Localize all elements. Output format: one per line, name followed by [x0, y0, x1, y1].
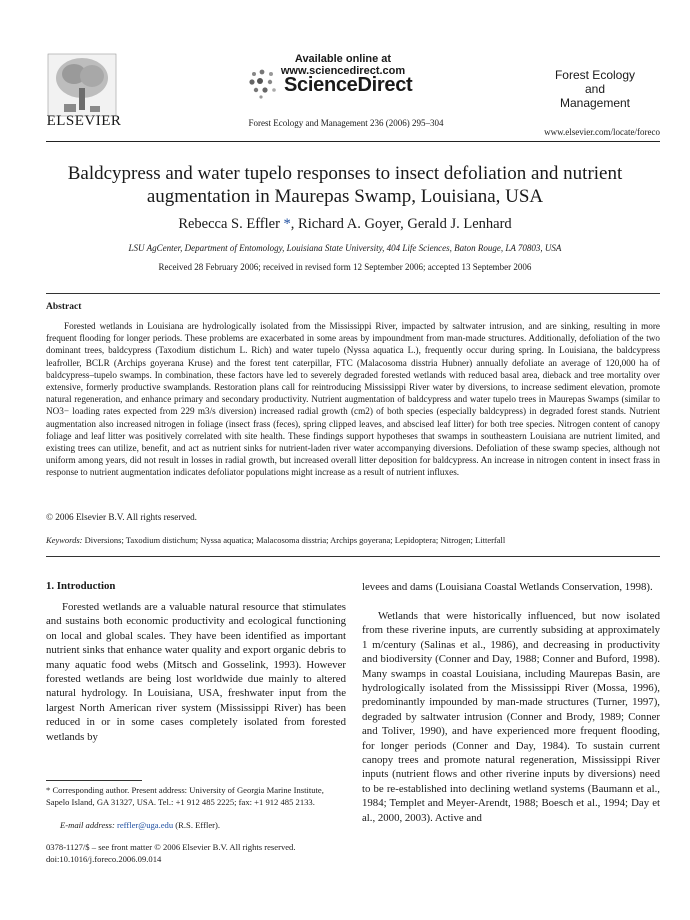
front-matter [46, 842, 346, 865]
abstract-heading: Abstract [46, 302, 82, 312]
journal-url[interactable]: www.elsevier.com/locate/foreco [544, 127, 660, 137]
keywords [46, 535, 660, 545]
journal-title-line: Management [559, 96, 631, 110]
journal-title-line: Forest Ecology [554, 68, 636, 82]
intro-paragraph-continued: levees and dams (Louisiana Coastal Wetlands Conservation, 1998). [362, 581, 653, 593]
sciencedirect-logo-text[interactable]: ScienceDirect [284, 74, 413, 96]
email-suffix: (R.S. Effler). [173, 820, 221, 830]
publisher-name: ELSEVIER [46, 113, 122, 129]
intro-paragraph: Forested wetlands are a valuable natural resource that stimulates and sustains both economic productivity and ecological functioning on local and global scales. They have been identified as important nutrient sinks that enhance water quality and export organic debris to many aquatic food webs (Mitsch and Gosselink, 1993). However forested wetlands are being lost worldwide due mainly to altered natural hydrology. In Louisiana, USA, freshwater input from the largest North American river system (Mississippi River) has been reduced in or in some cases completely isolated from forested wetlands by [46, 601, 346, 743]
journal-title-line: and [584, 82, 606, 96]
section-divider [46, 293, 660, 294]
affiliation: LSU AgCenter, Department of Entomology, Louisiana State University, 404 Life Sciences, Baton Rouge, LA 70803, USA [128, 243, 562, 253]
article-history: Received 28 February 2006; received in revised form 12 September 2006; accepted 13 September 2006 [158, 262, 532, 272]
header-divider [46, 141, 660, 142]
doi-link[interactable]: doi:10.1016/j.foreco.2006.09.014 [46, 853, 162, 864]
available-online-text[interactable]: Available online at www.sciencedirect.com [280, 53, 406, 77]
journal-citation: Forest Ecology and Management 236 (2006) 295–304 [248, 118, 444, 128]
keywords-label: Keywords: [46, 535, 83, 545]
email-line [60, 820, 346, 830]
author-name: Rebecca S. Effler [178, 216, 280, 232]
journal-title [540, 68, 650, 110]
author-list [60, 216, 630, 233]
corresponding-author-footnote: * Corresponding author. Present address: University of Georgia Marine Institute, Sapelo Island, GA 31327, USA. Tel.: +1 912 485 2225; fax: +1 912 485 2133. [46, 785, 324, 807]
article-title: Baldcypress and water tupelo responses to insect defoliation and nutrient augmentation in Maurepas Swamp, Louisiana, USA [67, 163, 623, 207]
email-label: E-mail address: [60, 820, 117, 830]
issn-line: 0378-1127/$ – see front matter © 2006 Elsevier B.V. All rights reserved. [46, 842, 296, 852]
footnote-divider [46, 780, 142, 781]
corresponding-author-marker[interactable]: * [279, 216, 291, 232]
section-divider [46, 556, 660, 557]
author-names: , Richard A. Goyer, Gerald J. Lenhard [290, 216, 512, 232]
copyright-notice: © 2006 Elsevier B.V. All rights reserved. [46, 512, 197, 522]
abstract-text: Forested wetlands in Louisiana are hydrologically isolated from the Mississippi River, impacted by saltwater intrusion, and are sinking, resulting in more frequent flooding for longer periods. These problems are exacerbated in some areas by impoundment from man-made structures. Additionally, defoliation of the two dominant trees, baldcypress (Taxodium distichum L. Rich) and water tupelo (Nyssa aquatica L.), frequently occur during spring. In Louisiana, the baldcypress leafroller, BCLR (Archips goyerana Kruse) and the forest tent caterpillar, FTC (Malacosoma disstria Hubner) annually defoliate an average of 120,000 ha of baldcypress–tupelo swamps. In combination, these factors have led to severely degraded forested wetlands with reduced basal area, dieback and tree mortality over extensive, formerly productive swamplands. Restoration plans call for reintroducing Mississippi River water by diversions, to increase sediment elevation, promote natural regeneration, and enhance primary and secondary productivity. Nutrient augmentation of baldcypress and water tupelo trees in Maurepas Swamps (similar to NO3− loading rates expected from 229 m3/s diversion) increased radial growth (cm2) of both species (especially baldcypress) in degraded forest stands. Nutrient augmentation also increased nitrogen in foliage (insect frass (feces), spring clipped leaves, and abscised leaf litter) for both tree species. Nitrogen content of canopy foliage and leaf litter was positively correlated with site health. These findings support hypotheses that swamps in southeastern Louisiana are nutrient limited, and existing trees can utilize, benefit, and act as nutrient sinks for nutrient-laden river water accompanying diversions. Defoliation of these swamp species, although not uniform among years, did not result in losses in radial growth, but increased overall litter deposition for baldcypress. An increase in nitrogen content in insect frass in response to nutrient augmentation indicates defoliator populations might increase as a result of nutrient influxes. [46, 321, 660, 478]
keywords-list: Diversions; Taxodium distichum; Nyssa aquatica; Malacosoma disstria; Archips goyerana; Lepidoptera; Nitrogen; Litterfall [84, 535, 506, 545]
email-link[interactable]: reffler@uga.edu [116, 820, 174, 830]
intro-paragraph: Wetlands that were historically influenced, but now isolated from these riverine inputs, are currently subsiding at approximately 1 m/century (Salinas et al., 1986), and decreasing in productivity and biodiversity (Conner and Day, 1988; Conner and Buford, 1998). Many swamps in coastal Louisiana, including Maurepas Basin, are hydrologically isolated from the Mississippi River (Mossa, 1996), predominantly impounded by man-made structures (Turner, 1997), degraded by saltwater intrusion (Conner and Brody, 1989; Conner and Toliver, 1990), and have experienced more frequent flooding, for longer periods (Conner and Day, 1984). To sustain current canopy trees and promote natural regeneration, Mississippi River inputs (nutrient flows and other riverine inputs by diversions) need to be re-established into declining wetland systems (Baumann et al., 1984; Templet and Meyer-Arendt, 1988; Boesch et al., 1994; Day et al., 2000, 2003). Active and [362, 610, 660, 824]
sciencedirect-dots-icon [246, 68, 282, 100]
section-heading: 1. Introduction [46, 580, 116, 592]
